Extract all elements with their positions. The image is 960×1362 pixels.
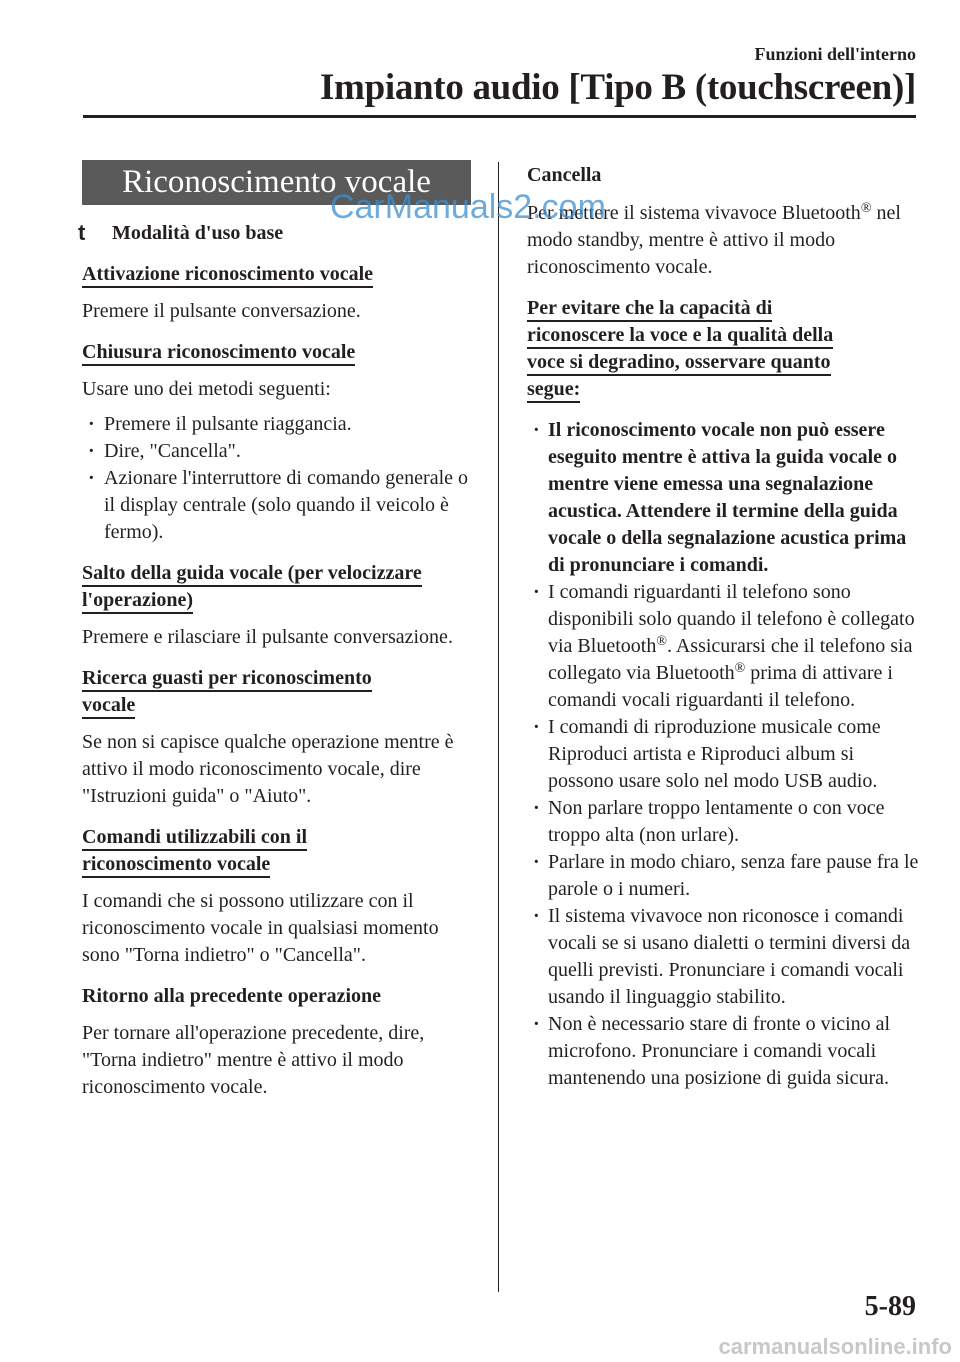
- phone-text-3: prima di attivare i comandi vocali riguardanti il telefono.: [548, 662, 893, 711]
- heading-precautions: [527, 295, 919, 403]
- page-title: Impianto audio [Tipo B (touchscreen)]: [319, 67, 916, 108]
- list-item-warning: · Il riconoscimento vocale non può essere eseguito mentre è attiva la guida vocale o mentre viene emessa una segnalazione acustica. Attendere il termine della guida vocale o della segnalazione acustica prima di pronunciare i comandi.: [527, 417, 919, 579]
- list-item: · Azionare l'interruttore di comando generale o il display centrale (solo quando il veicolo è fermo).: [82, 465, 470, 546]
- list-item: · Non è necessario stare di fronte o vicino al microfono. Pronunciare i comandi vocali mantenendo una posizione di guida sicura.: [527, 1011, 919, 1092]
- heading-close: [82, 339, 470, 366]
- subsection-label: Modalità d'uso base: [112, 222, 284, 244]
- heading-commands-line2: riconoscimento vocale: [82, 853, 270, 878]
- heading-cancel-text: Cancella: [527, 164, 602, 186]
- registered-mark: ®: [656, 634, 667, 649]
- heading-troubleshooting: [82, 665, 470, 719]
- heading-precautions-line2: riconoscere la voce e la qualità della: [527, 324, 833, 349]
- heading-return: [82, 983, 470, 1010]
- heading-commands: [82, 824, 470, 878]
- para-troubleshooting: Se non si capisce qualche operazione mentre è attivo il modo riconoscimento vocale, dire "Istruzioni guida" o "Aiuto".: [82, 731, 454, 807]
- phone-text-2: . Assicurarsi che il telefono sia collegato via Bluetooth: [548, 635, 913, 684]
- header-rule: [83, 115, 916, 118]
- list-item: · Parlare in modo chiaro, senza fare pause fra le parole o i numeri.: [527, 849, 919, 903]
- heading-close-text: Chiusura riconoscimento vocale: [82, 341, 355, 366]
- list-item: · Dire, "Cancella".: [82, 438, 470, 465]
- heading-cancel: [527, 160, 919, 190]
- list-item: · Il sistema vivavoce non riconosce i comandi vocali se si usano dialetti o termini diversi da quelli previsti. Pronunciare i comandi vocali usando il linguaggio stabilito.: [527, 903, 919, 1011]
- heading-troubleshooting-line2: vocale: [82, 694, 135, 719]
- para-cancel-part1: Per mettere il sistema vivavoce Bluetooth: [527, 202, 861, 224]
- heading-skip-guide-line2: l'operazione): [82, 589, 193, 614]
- para-cancel-part2: nel modo standby, mentre è attivo il modo riconoscimento vocale.: [527, 202, 901, 278]
- registered-mark: ®: [860, 201, 872, 216]
- heading-return-text: Ritorno alla precedente operazione: [82, 985, 382, 1007]
- list-item: · I comandi di riproduzione musicale come Riproduci artista e Riproduci album si possono usare solo nel modo USB audio.: [527, 714, 919, 795]
- heading-commands-line1: Comandi utilizzabili con il: [82, 826, 307, 851]
- heading-precautions-line4: segue:: [527, 378, 580, 403]
- heading-activation: [82, 261, 470, 288]
- heading-troubleshooting-line1: Ricerca guasti per riconoscimento: [82, 667, 372, 692]
- heading-skip-guide-line1: Salto della guida vocale (per velocizzare: [82, 562, 422, 587]
- footer-watermark: carmanualsonline.info: [718, 1334, 952, 1359]
- page-number: 5-89: [864, 1291, 916, 1322]
- heading-activation-text: Attivazione riconoscimento vocale: [82, 263, 373, 288]
- para-close: Usare uno dei metodi seguenti:: [82, 378, 331, 400]
- registered-mark: ®: [734, 661, 746, 676]
- column-divider: [498, 162, 499, 1292]
- list-item: · Non parlare troppo lentamente o con voce troppo alta (non urlare).: [527, 795, 919, 849]
- para-commands: I comandi che si possono utilizzare con il riconoscimento vocale in qualsiasi momento sono "Torna indietro" o "Cancella".: [82, 890, 439, 966]
- phone-text-1: I comandi riguardanti il telefono sono disponibili solo quando il telefono è collegato via Bluetooth: [548, 581, 915, 657]
- list-item-phone: [527, 579, 919, 714]
- para-return: Per tornare all'operazione precedente, dire, "Torna indietro" mentre è attivo il modo riconoscimento vocale.: [82, 1022, 425, 1098]
- heading-precautions-line1: Per evitare che la capacità di: [527, 297, 772, 322]
- header-section: Funzioni dell'interno: [754, 44, 916, 64]
- heading-skip-guide: [82, 560, 470, 614]
- list-item: · Premere il pulsante riaggancia.: [82, 411, 470, 438]
- precautions-list: [527, 417, 919, 1092]
- left-column: [78, 160, 470, 1101]
- close-methods-list: [82, 411, 470, 546]
- watermark: CarManuals2.com: [330, 188, 606, 226]
- subsection-mark-icon: t: [78, 220, 86, 245]
- para-activation: Premere il pulsante conversazione.: [82, 300, 361, 322]
- heading-precautions-line3: voce si degradino, osservare quanto: [527, 351, 831, 376]
- section-banner: Riconoscimento vocale: [82, 160, 471, 205]
- right-column: [527, 160, 919, 1092]
- para-skip-guide: Premere e rilasciare il pulsante conversazione.: [82, 626, 453, 648]
